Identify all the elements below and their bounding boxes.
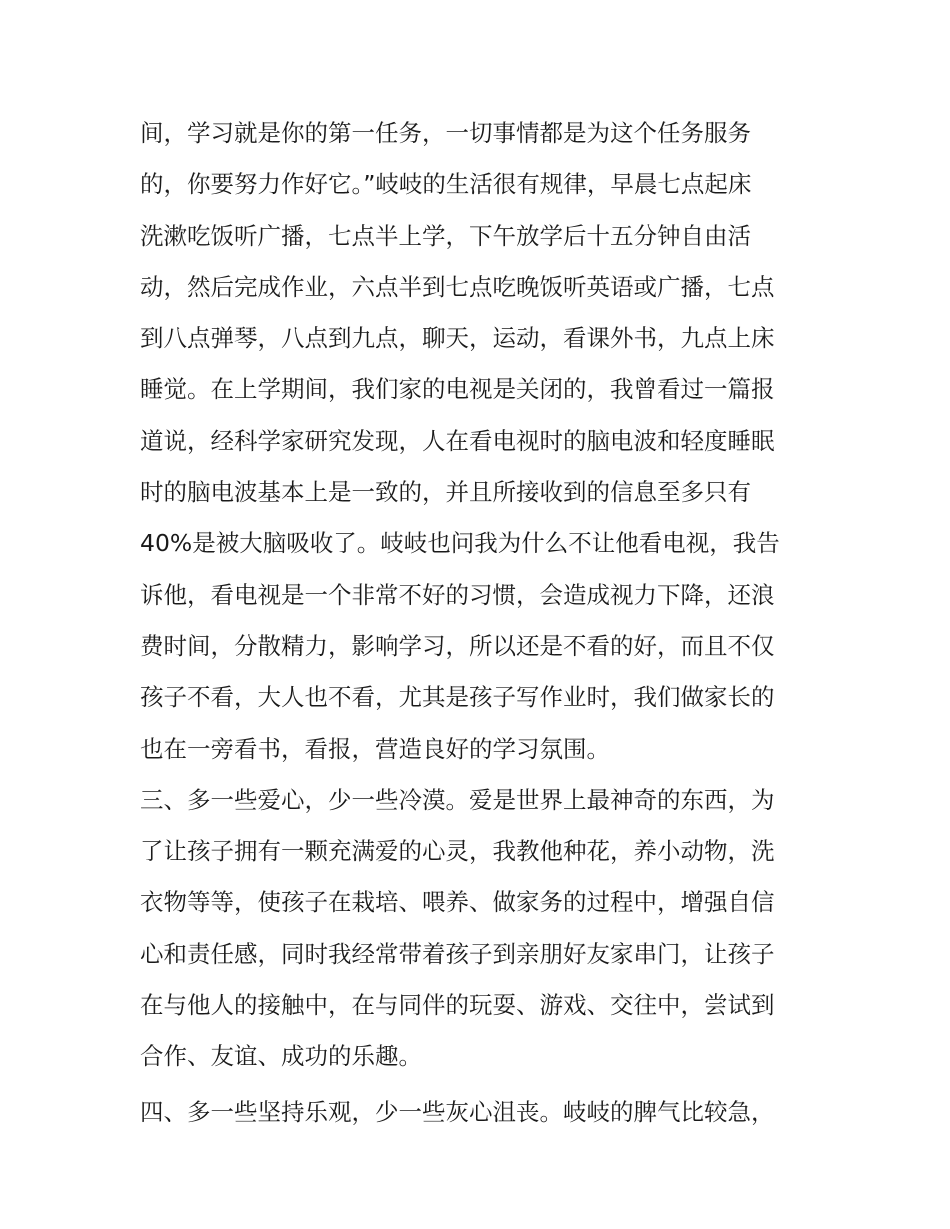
paragraph-3 — [140, 1087, 820, 1138]
text-line: 道说，经科学家研究发现，人在看电视时的脑电波和轻度睡眠 — [140, 426, 775, 455]
text-line: 了让孩子拥有一颗充满爱的心灵，我教他种花，养小动物，洗 — [140, 837, 775, 866]
text-line: 的，你要努力作好它。”岐岐的生活很有规律，早晨七点起床 — [140, 170, 752, 199]
text-line: 衣物等等，使孩子在栽培、喂养、做家务的过程中，增强自信 — [140, 888, 775, 917]
text-line: 睡觉。在上学期间，我们家的电视是关闭的，我曾看过一篇报 — [140, 375, 775, 404]
text-line: 也在一旁看书，看报，营造良好的学习氛围。 — [140, 734, 610, 763]
text-line: 到八点弹琴，八点到九点，聊天，运动，看课外书，九点上床 — [140, 324, 775, 353]
text-line: 40%是被大脑吸收了。岐岐也问我为什么不让他看电视，我告 — [140, 529, 780, 558]
text-line: 诉他，看电视是一个非常不好的习惯，会造成视力下降，还浪 — [140, 580, 775, 609]
text-line: 心和责任感，同时我经常带着孩子到亲朋好友家串门，让孩子 — [140, 939, 775, 968]
text-line: 间，学习就是你的第一任务，一切事情都是为这个任务服务 — [140, 119, 751, 147]
text-line: 在与他人的接触中，在与同伴的玩耍、游戏、交往中，尝试到 — [140, 991, 775, 1020]
text-line: 三、多一些爱心，少一些冷漠。爱是世界上最神奇的东西，为 — [140, 785, 775, 814]
document-body — [140, 108, 820, 1138]
text-line: 动，然后完成作业，六点半到七点吃晚饭听英语或广播，七点 — [140, 272, 775, 301]
text-line: 费时间，分散精力，影响学习，所以还是不看的好，而且不仅 — [140, 631, 775, 660]
text-line: 四、多一些坚持乐观，少一些灰心沮丧。岐岐的脾气比较急， — [140, 1097, 775, 1126]
text-line: 孩子不看，大人也不看，尤其是孩子写作业时，我们做家长的 — [140, 683, 775, 712]
text-line: 合作、友谊、成功的乐趣。 — [140, 1042, 422, 1071]
paragraph-2 — [140, 775, 820, 1083]
paragraph-1 — [140, 108, 820, 775]
text-line: 时的脑电波基本上是一致的，并且所接收到的信息至多只有 — [140, 478, 751, 507]
text-line: 洗漱吃饭听广播，七点半上学，下午放学后十五分钟自由活 — [140, 221, 751, 250]
